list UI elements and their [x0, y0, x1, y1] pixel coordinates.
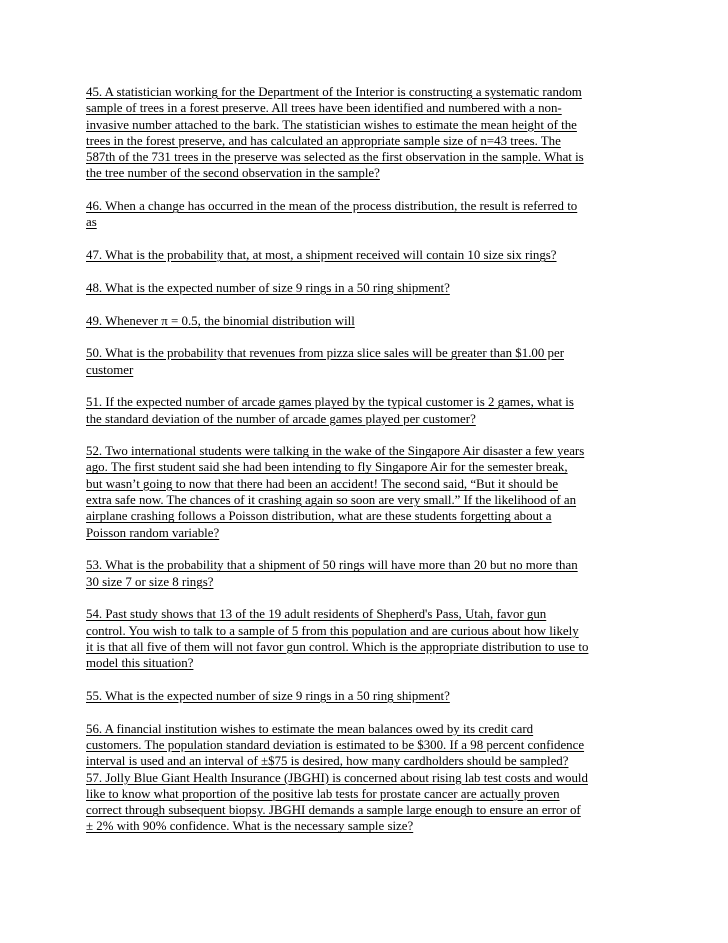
question-48 [86, 280, 648, 296]
question-54 [86, 606, 648, 671]
question-line: ago. The first student said she had been intending to fly Singapore Air for the semester break, [86, 460, 568, 475]
question-line: 47. What is the probability that, at most, a shipment received will contain 10 size six rings? [86, 248, 557, 263]
question-line: interval is used and an interval of ±$75 is desired, how many cardholders should be sampled? [86, 754, 569, 769]
question-line: 46. When a change has occurred in the mean of the process distribution, the result is referred to [86, 199, 578, 214]
question-line: 49. Whenever π = 0.5, the binomial distribution will [86, 313, 355, 328]
question-49 [86, 313, 648, 329]
question-line: the tree number of the second observation in the sample? [86, 166, 380, 181]
question-51 [86, 394, 648, 427]
question-line: correct through subsequent biopsy. JBGHI demands a sample large enough to ensure an error of [86, 803, 581, 818]
question-line: 50. What is the probability that revenues from pizza slice sales will be greater than $1.00 per [86, 346, 564, 361]
question-line: as [86, 215, 97, 230]
question-line: 52. Two international students were talking in the wake of the Singapore Air disaster a few years [86, 444, 585, 459]
question-line: invasive number attached to the bark. The statistician wishes to estimate the mean height of the [86, 117, 577, 132]
question-line: 51. If the expected number of arcade games played by the typical customer is 2 games, what is [86, 395, 574, 410]
question-line: like to know what proportion of the positive lab tests for prostate cancer are actually proven [86, 786, 560, 801]
question-55 [86, 688, 648, 704]
question-52 [86, 443, 648, 541]
question-46 [86, 198, 648, 231]
question-line: 55. What is the expected number of size 9 rings in a 50 ring shipment? [86, 688, 450, 703]
question-line: 56. A financial institution wishes to estimate the mean balances owed by its credit card [86, 721, 534, 736]
question-line: extra safe now. The chances of it crashing again so soon are very small.” If the likelihood of an [86, 493, 577, 508]
question-50 [86, 345, 648, 378]
question-line: control. You wish to talk to a sample of 5 from this population and are curious about how likely [86, 623, 579, 638]
question-line: 57. Jolly Blue Giant Health Insurance (JBGHI) is concerned about rising lab test costs and would [86, 770, 588, 785]
question-57 [86, 770, 648, 835]
question-line: the standard deviation of the number of arcade games played per customer? [86, 411, 476, 426]
question-line: Poisson random variable? [86, 525, 220, 540]
question-line: it is that all five of them will not favor gun control. Which is the appropriate distribution to use to [86, 639, 589, 654]
question-line: customers. The population standard deviation is estimated to be $300. If a 98 percent confidence [86, 737, 585, 752]
question-47 [86, 247, 648, 263]
question-line: customer [86, 362, 134, 377]
question-line: 53. What is the probability that a shipment of 50 rings will have more than 20 but no more than [86, 558, 578, 573]
question-53 [86, 557, 648, 590]
document-page [86, 84, 648, 835]
question-line: 30 size 7 or size 8 rings? [86, 574, 214, 589]
question-line: 54. Past study shows that 13 of the 19 adult residents of Shepherd's Pass, Utah, favor gun [86, 607, 547, 622]
question-line: airplane crashing follows a Poisson distribution, what are these students forgetting about a [86, 509, 552, 524]
question-line: 45. A statistician working for the Department of the Interior is constructing a systematic random [86, 85, 582, 99]
question-45 [86, 84, 648, 182]
question-line: trees in the forest preserve, and has calculated an appropriate sample size of n=43 trees. The [86, 133, 561, 148]
question-56 [86, 721, 648, 770]
question-line: ± 2% with 90% confidence. What is the necessary sample size? [86, 819, 414, 834]
question-line: 587th of the 731 trees in the preserve was selected as the first observation in the sample. What is [86, 150, 584, 165]
question-line: model this situation? [86, 656, 194, 671]
question-line: 48. What is the expected number of size 9 rings in a 50 ring shipment? [86, 280, 450, 295]
question-line: but wasn’t going to now that there had been an accident! The second said, “But it should be [86, 476, 559, 491]
question-line: sample of trees in a forest preserve. All trees have been identified and numbered with a non- [86, 101, 562, 116]
